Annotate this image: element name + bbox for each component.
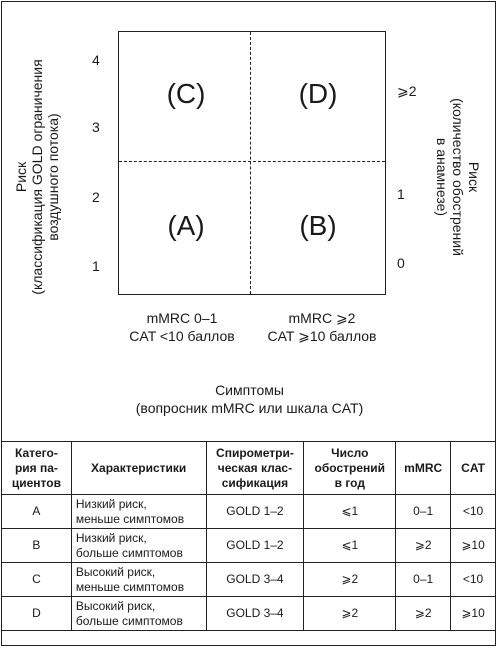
- cell-characteristics-line-2: больше симптомов: [75, 545, 183, 560]
- x-caption-left-line-1: mMRC 0–1: [146, 310, 218, 326]
- header-mmrc: mMRC: [396, 442, 451, 495]
- cell-cat: ⩾10: [451, 597, 496, 631]
- right-tick-2-plus: ⩾2: [397, 83, 417, 99]
- cell-exacerbations: ⩽1: [304, 529, 396, 563]
- patient-category-table: [1, 441, 496, 631]
- left-tick-3: 3: [92, 119, 100, 135]
- left-axis-label: [13, 59, 61, 294]
- header-exacerbations-line-1: Число: [331, 445, 369, 460]
- left-axis-label-line-3: воздушного потока): [45, 113, 61, 241]
- horizontal-divider: [119, 161, 385, 162]
- cell-characteristics: [71, 529, 206, 563]
- cell-category: C: [2, 563, 72, 597]
- vertical-divider: [250, 32, 251, 294]
- header-spirometric: [206, 442, 304, 495]
- cell-gold: GOLD 3–4: [206, 563, 304, 597]
- quadrant-c-label: (C): [166, 78, 206, 109]
- cell-exacerbations: ⩽1: [304, 495, 396, 529]
- left-axis-label-line-2: (классификация GOLD ограничения: [29, 59, 45, 295]
- cell-cat: <10: [451, 563, 496, 597]
- header-category-line-3: циентов: [11, 475, 61, 490]
- table-row: [2, 563, 496, 597]
- cell-characteristics: [71, 563, 206, 597]
- right-tick-1: 1: [397, 186, 405, 202]
- x-axis-title-line-2: (вопросник mMRC или шкала CAT): [135, 400, 364, 416]
- table-row: [2, 529, 496, 563]
- left-tick-4: 4: [92, 52, 100, 68]
- cell-category: B: [2, 529, 72, 563]
- header-spirometric-line-2: ческая клас-: [217, 460, 293, 475]
- table-header-row: [2, 442, 496, 495]
- cell-gold: GOLD 3–4: [206, 597, 304, 631]
- cell-cat: ⩾10: [451, 529, 496, 563]
- left-tick-1: 1: [92, 258, 100, 274]
- header-category-line-1: Катего-: [14, 445, 58, 460]
- cell-mmrc: 0–1: [396, 495, 451, 529]
- cell-characteristics-line-1: Низкий риск,: [75, 530, 147, 545]
- cell-characteristics-line-1: Высокий риск,: [75, 598, 156, 613]
- x-caption-left-line-2: CAT <10 баллов: [129, 328, 235, 344]
- cell-gold: GOLD 1–2: [206, 529, 304, 563]
- x-caption-right-line-2: CAT ⩾10 баллов: [267, 328, 377, 344]
- cell-cat: <10: [451, 495, 496, 529]
- header-category: [2, 442, 72, 495]
- header-characteristics: Характеристики: [71, 442, 206, 495]
- quadrant-b-label: (B): [299, 210, 337, 241]
- header-spirometric-line-1: Спирометри-: [216, 445, 294, 460]
- header-category-line-2: рия па-: [14, 460, 58, 475]
- x-caption-right-line-1: mMRC ⩾2: [288, 310, 356, 326]
- quadrant-d-label: (D): [298, 78, 338, 109]
- cell-exacerbations: ⩾2: [304, 597, 396, 631]
- header-exacerbations-line-2: обострений: [314, 460, 386, 475]
- cell-category: A: [2, 495, 72, 529]
- left-tick-2: 2: [92, 189, 100, 205]
- quadrant-a-label: (A): [167, 210, 205, 241]
- x-axis-title: [0, 381, 499, 417]
- quadrant-grid: [118, 31, 386, 295]
- cell-characteristics: [71, 597, 206, 631]
- right-axis-label-line-1: Риск: [466, 161, 482, 193]
- table-row: [2, 495, 496, 529]
- cell-mmrc: 0–1: [396, 563, 451, 597]
- x-axis-title-line-1: Симптомы: [215, 382, 284, 398]
- cell-characteristics: [71, 495, 206, 529]
- table-row: [2, 597, 496, 631]
- x-caption-right: [242, 309, 402, 345]
- left-axis-label-line-1: Риск: [13, 161, 29, 193]
- cell-mmrc: ⩾2: [396, 597, 451, 631]
- cell-characteristics-line-2: меньше симптомов: [75, 579, 185, 594]
- right-tick-0: 0: [397, 255, 405, 271]
- cell-characteristics-line-1: Высокий риск,: [75, 564, 156, 579]
- cell-characteristics-line-2: больше симптомов: [75, 613, 183, 628]
- right-axis-label-line-2: (количество обострений: [450, 98, 466, 256]
- cell-mmrc: ⩾2: [396, 529, 451, 563]
- header-exacerbations: [304, 442, 396, 495]
- right-axis-label-line-3: в анамнезе): [434, 137, 450, 217]
- cell-characteristics-line-2: меньше симптомов: [75, 511, 185, 526]
- cell-exacerbations: ⩾2: [304, 563, 396, 597]
- header-cat: CAT: [451, 442, 496, 495]
- right-axis-label: [434, 98, 482, 256]
- x-caption-left: [102, 309, 262, 345]
- cell-category: D: [2, 597, 72, 631]
- header-spirometric-line-3: сификация: [221, 475, 289, 490]
- cell-gold: GOLD 1–2: [206, 495, 304, 529]
- cell-characteristics-line-1: Низкий риск,: [75, 496, 147, 511]
- header-exacerbations-line-3: в год: [334, 475, 365, 490]
